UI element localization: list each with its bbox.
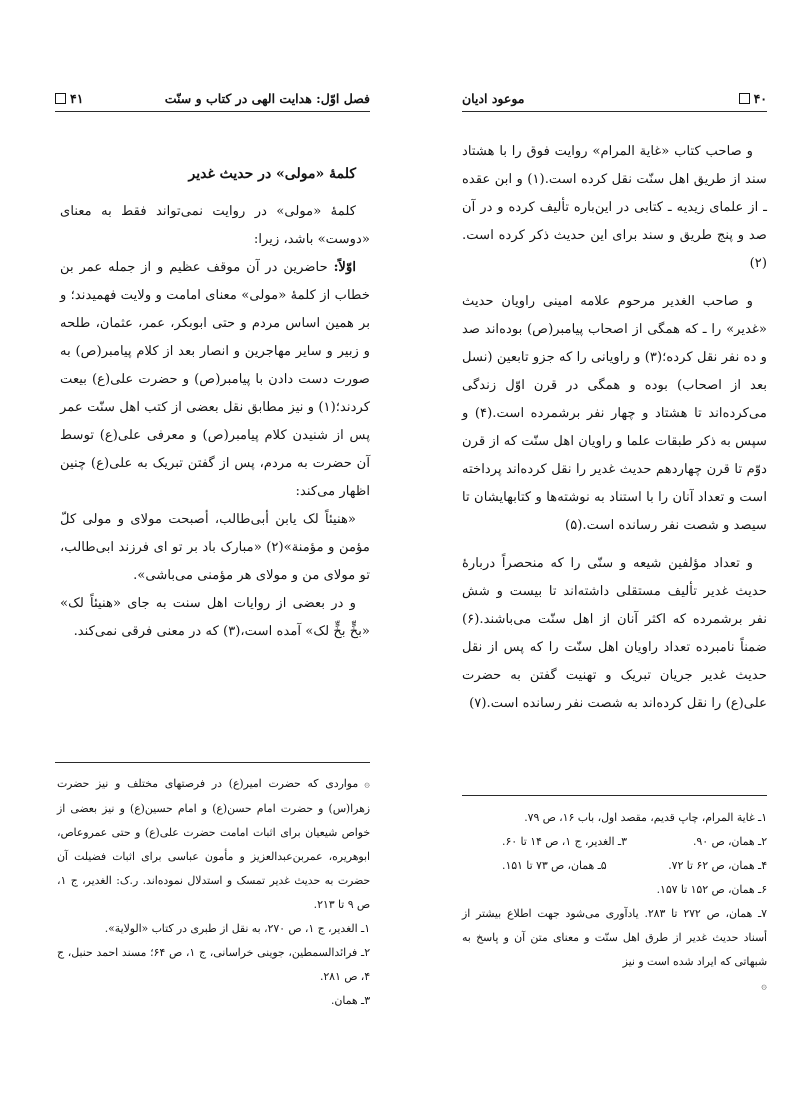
quote-paragraph: «هنیئاً لک یابن أبی‌طالب، أصبحت مولای و مولی کلّ مؤمن و مؤمنة»(۲) «مبارک باد بر تو ای فرزند ابی‌طالب، تو مولای من و مولای هر مؤمنی می‌باشی». bbox=[60, 512, 370, 583]
footnote-6: ۶ـ همان، ص ۱۵۲ تا ۱۵۷. bbox=[656, 883, 767, 896]
page-number-text: ۴۱ bbox=[70, 90, 84, 106]
intro-paragraph: کلمهٔ «مولی» در روایت نمی‌تواند فقط به معنای «دوست» باشد، زیرا: bbox=[60, 204, 370, 247]
paragraph-3: و تعداد مؤلفین شیعه و سنّی را که منحصراً دربارهٔ حدیث غدیر تألیف مستقلی داشته‌اند تا بیست و شش نفر برشمرده که اکثر آنان از اهل سنّت می‌باشند.(۶) ضمناً نامبرده تعداد راویان اهل سنّت را که پس از نقل حدیث غدیر جریان تبریک و تهنیت گفتن به حضرت علی(ع) را نقل کرده‌اند به شصت نفر رسانده است.(۷) bbox=[462, 556, 767, 711]
left-page-header bbox=[55, 88, 370, 108]
first-point-paragraph bbox=[60, 254, 370, 506]
star-footnote bbox=[57, 772, 370, 917]
star-icon: ۞ bbox=[364, 779, 370, 790]
page-number bbox=[55, 91, 83, 106]
page-number-text: ۴۰ bbox=[753, 90, 767, 106]
footnote-rule bbox=[55, 762, 370, 763]
first-point-text: حاضرین در آن موقف عظیم و از جمله عمر بن خطاب از کلمهٔ «مولی» معنای امامت و ولایت فهمیدند؛ و بر همین اساس مردم و حتی ابوبکر، عمر، عثمان، طلحه و زبیر و سایر مهاجرین و انصار بعد از کلام پیامبر(ص) به صورت دست دادن با پیامبر(ص) و حضرت علی(ع) بیعت کردند؛(۱) و نیز مطابق نقل بعضی از کتب اهل سنّت عمر پس از شنیدن کلام پیامبر(ص) و معرفی علی(ع) توسط آن حضرت به مردم، پس از گفتن تبریک به علی(ع) چنین اظهار می‌کند: bbox=[60, 260, 370, 499]
right-page-body bbox=[462, 138, 767, 718]
first-point-label: اوّلاً: bbox=[333, 260, 356, 275]
footnote-row bbox=[462, 830, 767, 854]
footnote-4: ۴ـ همان، ص ۶۲ تا ۷۲. bbox=[668, 859, 767, 872]
right-page-header bbox=[462, 88, 767, 108]
star-footnote-text: مواردی که حضرت امیر(ع) در فرصتهای مختلف و نیز حضرت زهرا(س) و حضرت امام حسن(ع) و امام حسین(ع) و نیز بعضی از خواص شیعیان برای اثبات امامت حضرت علی(ع) و حتی عمروعاص، ابوهریره، عمربن‌عبدالعزیز و مأمون عباسی برای اثبات فضیلت آن حضرت به حدیث غدیر تمسک و استدلال نموده‌اند. ر.ک: الغدیر، ج ۱، ص ۹ تا ۲۱۳. bbox=[57, 777, 370, 911]
footnote-3: ۳ـ الغدیر، ج ۱، ص ۱۴ تا ۶۰. bbox=[502, 835, 627, 848]
footnote-1: ۱ـ غایة المرام، چاپ قدیم، مقصد اول، باب ۱۶، ص ۷۹. bbox=[524, 811, 767, 824]
footnote-row bbox=[462, 854, 767, 878]
paragraph-1: و صاحب کتاب «غایة المرام» روایت فوق را با هشتاد سند از طریق اهل سنّت نقل کرده است.(۱) و ابن عقده ـ از علمای زیدیه ـ کتابی در این‌باره تألیف کرده و در آن صد و پنج طریق و سند برای این حدیث ذکر کرده است.(۲) bbox=[462, 144, 767, 271]
closing-paragraph: و در بعضی از روایات اهل سنت به جای «هنیئاً لک» «بخٍّ بخٍّ لک» آمده است،(۳) که در معنی فرقی نمی‌کند. bbox=[60, 596, 370, 639]
section-heading: کلمهٔ «مولی» در حدیث غدیر bbox=[188, 166, 356, 182]
footnote-rule bbox=[462, 795, 767, 796]
square-icon bbox=[739, 93, 750, 104]
footnote-star-marker bbox=[462, 974, 767, 999]
footnote-2: ۲ـ فرائدالسمطین، جوینی خراسانی، ج ۱، ص ۶۴؛ مسند احمد حنبل، ج ۴، ص ۲۸۱. bbox=[57, 946, 371, 983]
left-page-body bbox=[60, 160, 370, 646]
footnote-2: ۲ـ همان، ص ۹۰. bbox=[692, 835, 767, 848]
star-icon: ۞ bbox=[761, 981, 767, 992]
header-rule bbox=[55, 111, 370, 112]
right-footnotes bbox=[462, 806, 767, 999]
footnote-3: ۳ـ همان. bbox=[331, 994, 370, 1007]
right-page bbox=[400, 0, 800, 1100]
running-title: فصل اوّل: هدایت الهی در کتاب و سنّت bbox=[164, 90, 370, 106]
square-icon bbox=[55, 93, 66, 104]
paragraph-2: و صاحب الغدیر مرحوم علامه امینی راویان حدیث «غدیر» را ـ که همگی از اصحاب پیامبر(ص) بوده‌اند صد و ده نفر نقل کرده؛(۳) و راویانی را که جزو تابعین (نسل بعد از اصحاب) بوده و همگی در قرن اوّل زندگی می‌کرده‌اند تا هشتاد و چهار نفر برشمرده است.(۴) و سپس به ذکر طبقات علما و راویان اهل سنّت که از قرن دوّم تا قرن چهاردهم حدیث غدیر را نقل کرده‌اند پرداخته است و تعداد آنان را با استناد به نوشته‌ها و کتابهایشان تا سیصد و شصت نفر رسانده است.(۵) bbox=[462, 294, 767, 533]
page-number bbox=[739, 91, 767, 106]
footnote-5: ۵ـ همان، ص ۷۳ تا ۱۵۱. bbox=[502, 859, 607, 872]
running-title: موعود ادیان bbox=[462, 90, 525, 106]
footnote-7: ۷ـ همان، ص ۲۷۲ تا ۲۸۳. یادآوری می‌شود جهت اطلاع بیشتر از أسناد حدیث غدیر از طرق اهل سنّت و معنای متن آن و پاسخ به شبهاتی که ایراد شده است و نیز bbox=[462, 907, 767, 968]
left-footnotes bbox=[57, 772, 370, 1013]
footnote-1: ۱ـ الغدیر، ج ۱، ص ۲۷۰، به نقل از طبری در کتاب «الولایة». bbox=[104, 922, 370, 935]
header-rule bbox=[462, 111, 767, 112]
